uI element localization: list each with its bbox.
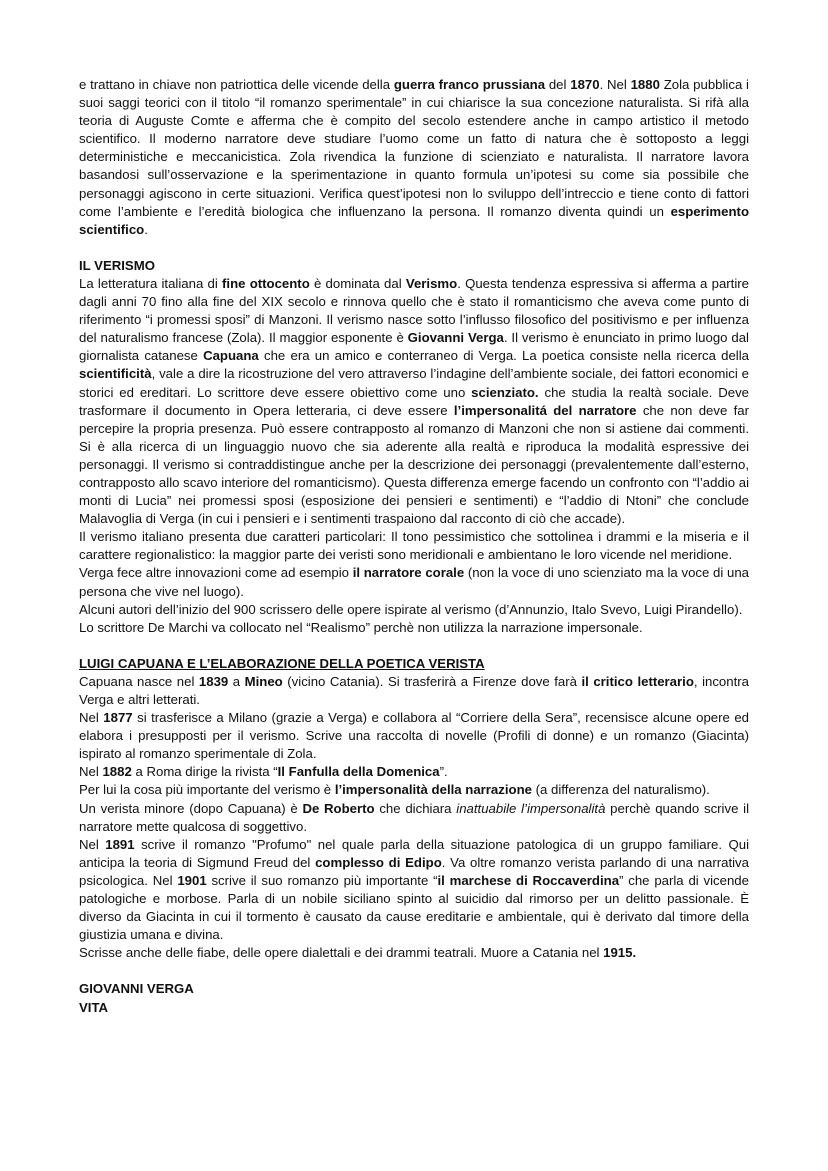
- verismo-paragraph-4: Alcuni autori dell’inizio del 900 scrissero delle opere ispirate al verismo (d’Annunzio, Italo Svevo, Luigi Pirandello).: [79, 601, 743, 617]
- capuana-paragraph-2: Nel 1877 si trasferisce a Milano (grazie a Verga) e collabora al “Corriere della Sera”, recensisce alcune opere ed elabora i presupposti per il verismo. Scrive una raccolta di novelle (Profili di donne) e un romanzo (Giacinta) ispirato al romanzo sperimentale di Zola.: [79, 710, 749, 762]
- section-heading-verga: GIOVANNI VERGA: [79, 981, 194, 997]
- intro-paragraph: e trattano in chiave non patriottica delle vicende della guerra franco prussiana del 1870. Nel 1880 Zola pubblica i suoi saggi teorici con il titolo “il romanzo sperimentale” in cui chiarisce la sua concezione naturalista. Si rifà alla teoria di Auguste Comte e afferma che è compito del secolo estendere anche in campo artistico il metodo scientifico. Il moderno narratore deve studiare l’uomo come un fatto di natura che è sottoposto a leggi deterministiche e meccanicistica. Zola rivendica la funzione di scienziato e naturalista. Il narratore lavora basandosi sull’osservazione e la sperimentazione in quanto formula un’ipotesi su come sia possibile che personaggi agiscono in certe situazioni. Verifica quest’ipotesi non lo sviluppo dell’intreccio e tiene conto di fattori come l’ambiente e l’eredità biologica che influenzano la persona. Il romanzo diventa quindi un esperimento scientifico.: [79, 77, 749, 237]
- verismo-paragraph-3: Verga fece altre innovazioni come ad esempio il narratore corale (non la voce di uno scienziato ma la voce di una persona che vive nel luogo).: [79, 565, 749, 599]
- capuana-paragraph-5: Un verista minore (dopo Capuana) è De Roberto che dichiara inattuabile l’impersonalità perchè quando scrive il narratore mette qualcosa di soggettivo.: [79, 800, 750, 834]
- subsection-heading-vita: VITA: [79, 999, 109, 1015]
- verismo-paragraph-2: Il verismo italiano presenta due caratteri particolari: Il tono pessimistico che sottolinea i drammi e la miseria e il carattere regionalistico: la maggior parte dei veristi sono meridionali e ambientano le loro vicende nel meridione.: [79, 529, 749, 563]
- capuana-paragraph-6: Nel 1891 scrive il romanzo "Profumo" nel quale parla della situazione patologica di un gruppo familiare. Qui anticipa la teoria di Sigmund Freud del complesso di Edipo. Va oltre romanzo verista parlando di una narrativa psicologica. Nel 1901 scrive il suo romanzo più importante “il marchese di Roccaverdina” che parla di vicende patologiche e morbose. Parla di un nobile siciliano spinto al suicidio dal rimorso per un delitto passionale. È diverso da Giacinta in cui il tormento è causato da cause ereditarie e ambientale, qui è derivato dal timore della giustizia umana e divina.: [79, 836, 750, 943]
- section-heading-capuana: LUIGI CAPUANA E L’ELABORAZIONE DELLA POETICA VERISTA: [79, 655, 485, 671]
- capuana-paragraph-4: Per lui la cosa più importante del verismo è l’impersonalità della narrazione (a differenza del naturalismo).: [79, 782, 710, 798]
- verismo-paragraph-5: Lo scrittore De Marchi va collocato nel “Realismo” perchè non utilizza la narrazione impersonale.: [79, 619, 643, 635]
- document-page: [79, 76, 749, 1017]
- capuana-paragraph-3: Nel 1882 a Roma dirige la rivista “Il Fanfulla della Domenica”.: [79, 764, 448, 780]
- capuana-paragraph-1: Capuana nasce nel 1839 a Mineo (vicino Catania). Si trasferirà a Firenze dove farà il critico letterario, incontra Verga e altri letterati.: [79, 673, 749, 707]
- section-heading-verismo: IL VERISMO: [79, 257, 155, 273]
- capuana-paragraph-7: Scrisse anche delle fiabe, delle opere dialettali e dei drammi teatrali. Muore a Catania nel 1915.: [79, 945, 637, 961]
- verismo-paragraph-1: La letteratura italiana di fine ottocento è dominata dal Verismo. Questa tendenza espressiva si afferma a partire dagli anni 70 fino alla fine del XIX secolo e rinnova quello che è stato il romanticismo che aveva come punto di riferimento “i promessi sposi” di Manzoni. Il verismo nasce sotto l’influsso filosofico del positivismo e per influenza del naturalismo francese (Zola). Il maggior esponente è Giovanni Verga. Il verismo è enunciato in primo luogo dal giornalista catanese Capuana che era un amico e conterraneo di Verga. La poetica consiste nella ricerca della scientificità, vale a dire la ricostruzione del vero attraverso l’indagine dell’ambiente sociale, dei fattori economici e storici ed ereditari. Lo scrittore deve essere obiettivo come uno scienziato. che studia la realtà sociale. Deve trasformare il documento in Opera letteraria, ci deve essere l’impersonalitá del narratore che non deve far percepire la propria presenza. Può essere contrapposto al romanzo di Manzoni che non si astiene dai commenti. Si è alla ricerca di un linguaggio nuovo che sia aderente alla realtà e riproduca la modalità espressive dei personaggi. Il verismo si contraddistingue anche per la descrizione dei personaggi (prevalentemente dall’esterno, contrapposto allo scavo interiore del romanticismo). Questa differenza emerge facendo un confronto con “l’addio ai monti di Lucia” nei promessi sposi (esposizione dei pensieri e sentimenti) e “l’addio di Ntoni” che conclude Malavoglia di Verga (in cui i pensieri e i sentimenti traspaiono dal racconto di ciò che accade).: [79, 275, 749, 527]
